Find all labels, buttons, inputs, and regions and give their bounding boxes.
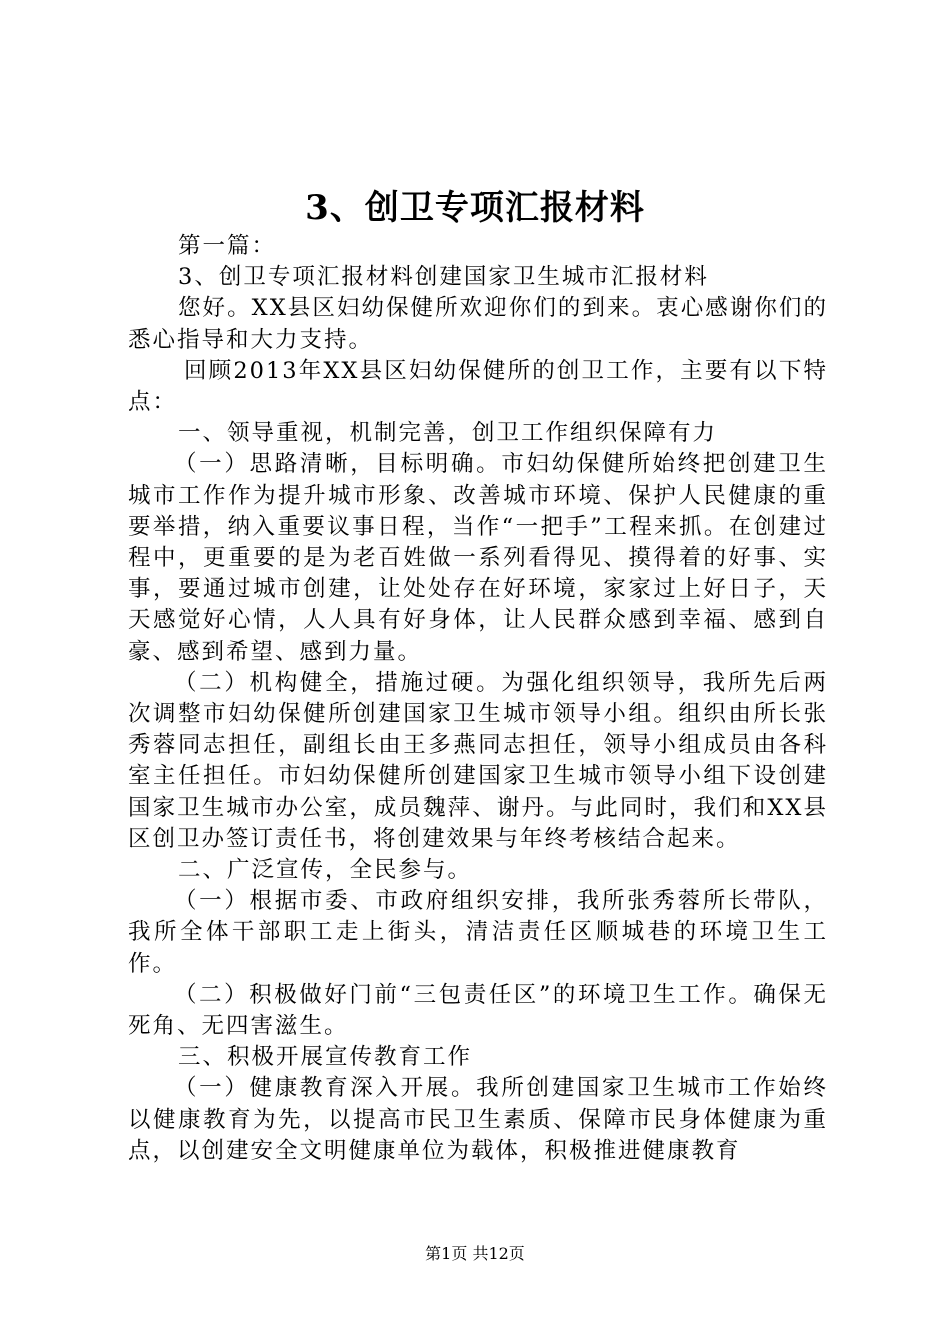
paragraph: （二）积极做好门前“三包责任区”的环境卫生工作。确保无死角、无四害滋生。 bbox=[128, 981, 828, 1040]
paragraph: （一）健康教育深入开展。我所创建国家卫生城市工作始终以健康教育为先，以提高市民卫生素质、保障市民身体健康为重点，以创建安全文明健康单位为载体，积极推进健康教育 bbox=[128, 1075, 828, 1164]
paragraph: （二）机构健全，措施过硬。为强化组织领导，我所先后两次调整市妇幼保健所创建国家卫生城市领导小组。组织由所长张秀蓉同志担任，副组长由王多燕同志担任，领导小组成员由各科室主任担任。市妇幼保健所创建国家卫生城市领导小组下设创建国家卫生城市办公室，成员魏萍、谢丹。与此同时，我们和XX县区创卫办签订责任书，将创建效果与年终考核结合起来。 bbox=[128, 669, 828, 852]
page-footer: 第1页 共12页 bbox=[425, 1244, 525, 1263]
paragraph: 二、广泛宣传，全民参与。 bbox=[178, 857, 473, 884]
paragraph: 3、创卫专项汇报材料创建国家卫生城市汇报材料 bbox=[178, 264, 709, 291]
document-body bbox=[128, 231, 828, 1167]
paragraph: 回顾2013年XX县区妇幼保健所的创卫工作，主要有以下特点： bbox=[128, 357, 828, 416]
paragraph: （一）根据市委、市政府组织安排，我所张秀蓉所长带队，我所全体干部职工走上街头，清洁责任区顺城巷的环境卫生工作。 bbox=[128, 888, 828, 977]
paragraph: 三、积极开展宣传教育工作 bbox=[178, 1044, 473, 1071]
paragraph: 一、领导重视，机制完善，创卫工作组织保障有力 bbox=[178, 420, 718, 447]
paragraph: 第一篇： bbox=[178, 233, 277, 259]
document-title: 3、创卫专项汇报材料 bbox=[305, 188, 645, 228]
paragraph: （一）思路清晰，目标明确。市妇幼保健所始终把创建卫生城市工作作为提升城市形象、改善城市环境、保护人民健康的重要举措，纳入重要议事日程，当作“一把手”工程来抓。在创建过程中，更重要的是为老百姓做一系列看得见、摸得着的好事、实事，要通过城市创建，让处处存在好环境，家家过上好日子，天天感觉好心情，人人具有好身体，让人民群众感到幸福、感到自豪、感到希望、感到力量。 bbox=[128, 451, 828, 665]
paragraph: 您好。XX县区妇幼保健所欢迎你们的到来。衷心感谢你们的悉心指导和大力支持。 bbox=[128, 295, 828, 353]
